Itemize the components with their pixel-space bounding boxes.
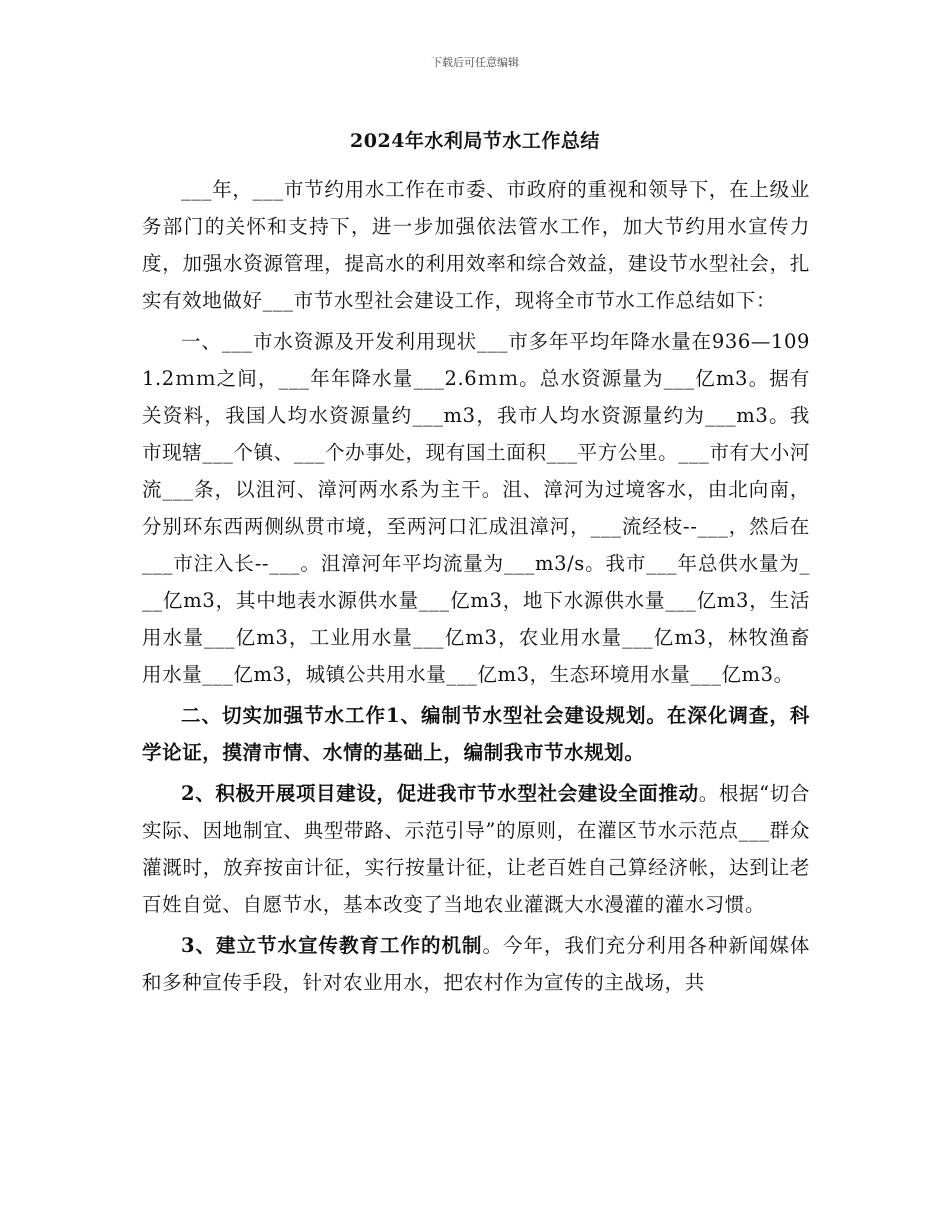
paragraph-item-2 (142, 775, 810, 923)
paragraph-intro (142, 171, 810, 319)
paragraph-text: 。根据“切合实际、因地制宜、典型带路、示范引导”的原则，在灌区节水示范点___群众灌溉时，放弃按亩计征，实行按量计征，让老百姓自己算经济帐，达到让老百姓自觉、自愿节水，基本改变了当地农业灌溉大水漫灌的灌水习惯。 (142, 782, 810, 916)
header-note: 下载后可任意编辑 (431, 56, 519, 69)
paragraph-section-two (142, 697, 810, 771)
paragraph-item-3 (142, 927, 810, 1001)
paragraph-water-resources (142, 323, 810, 693)
paragraph-text: 。今年，我们充分利用各种新闻媒体和多种宣传手段，针对农业用水，把农村作为宣传的主战场，共 (142, 934, 810, 994)
document-body (142, 171, 810, 1001)
paragraph-lead: 2、积极开展项目建设，促进我市节水型社会建设全面推动 (181, 782, 699, 805)
paragraph-text: ___年，___市节约用水工作在市委、市政府的重视和领导下，在上级业务部门的关怀和支持下，进一步加强依法管水工作，加大节约用水宣传力度，加强水资源管理，提高水的利用效率和综合效益，建设节水型社会，扎实有效地做好___市节水型社会建设工作，现将全市节水工作总结如下： (142, 178, 810, 312)
paragraph-lead: 3、建立节水宣传教育工作的机制 (181, 934, 483, 957)
paragraph-lead: 二、切实加强节水工作1、编制节水型社会建设规划。在深化调查，科学论证，摸清市情、水情的基础上，编制我市节水规划。 (142, 704, 810, 764)
paragraph-text: 一、___市水资源及开发利用现状___市多年平均年降水量在936—1091.2ｍｍ之间，___年年降水量___2.6ｍｍ。总水资源量为___亿m3。据有关资料，我国人均水资源量约___m3，我市人均水资源量约为___m3。我市现辖___个镇、___个办事处，现有国土面积___平方公里。___市有大小河流___条，以沮河、漳河两水系为主干。沮、漳河为过境客水，由北向南，分别环东西两侧纵贯市境，至两河口汇成沮漳河，___流经枝--___，然后在___市注入长--___。沮漳河年平均流量为___m3/s。我市___年总供水量为___亿m3，其中地表水源供水量___亿m3，地下水源供水量___亿m3，生活用水量___亿m3，工业用水量___亿m3，农业用水量___亿m3，林牧渔畜用水量___亿m3，城镇公共用水量___亿m3，生态环境用水量___亿m3。 (142, 330, 810, 686)
document-title: 2024年水利局节水工作总结 (350, 130, 600, 152)
